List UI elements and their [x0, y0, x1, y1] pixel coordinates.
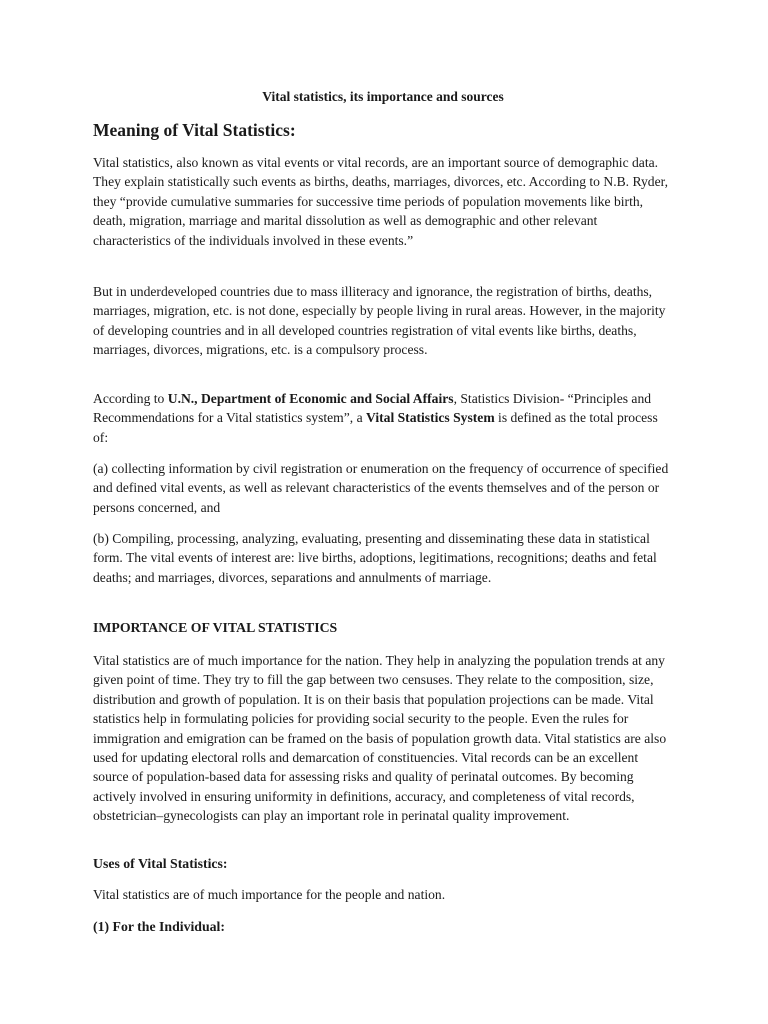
uses-paragraph: Vital statistics are of much importance for the people and nation.	[93, 887, 446, 902]
meaning-paragraph-a: (a) collecting information by civil registration or enumeration on the frequency of occurrence of specified and defined vital events, as well as relevant characteristics of the events themselves and of the person or persons concerned, and	[93, 461, 669, 515]
document-title: Vital statistics, its importance and sources	[262, 89, 504, 104]
paragraph-3-suffix: is defined as the total process of:	[93, 410, 658, 445]
meaning-paragraph-2: But in underdeveloped countries due to mass illiteracy and ignorance, the registration of births, deaths, marriages, migration, etc. is not done, especially by people living in rural areas. However, in the majority of developing countries and in all developed countries registration of vital events like births, deaths, marriages, divorces, migrations, etc. is a compulsory process.	[93, 284, 666, 358]
meaning-heading: Meaning of Vital Statistics:	[93, 120, 296, 140]
importance-paragraph: Vital statistics are of much importance for the nation. They help in analyzing the population trends at any given point of time. They try to fill the gap between two censuses. They relate to the composition, size, distribution and growth of population. It is on their basis that population projections can be made. Vital statistics help in formulating policies for providing social security to the people. Even the rules for immigration and emigration can be framed on the basis of population growth data. Vital statistics are also used for updating electoral rolls and demarcation of constituencies. Vital records can be an excellent source of population-based data for assessing risks and quality of perinatal outcomes. By becoming actively involved in ensuring uniformity in definitions, accuracy, and completeness of vital records, obstetrician–gynecologists can play an important role in perinatal quality improvement.	[93, 653, 667, 824]
meaning-paragraph-3	[93, 389, 673, 447]
meaning-paragraph-b: (b) Compiling, processing, analyzing, evaluating, presenting and disseminating these data in statistical form. The vital events of interest are: live births, adoptions, legitimations, recognitions; deaths and fetal deaths; and marriages, divorces, separations and annulments of marriage.	[93, 531, 657, 585]
paragraph-3-prefix: According to	[93, 391, 168, 406]
meaning-paragraph-1: Vital statistics, also known as vital events or vital records, are an important source of demographic data. They explain statistically such events as births, deaths, marriages, divorces, etc. According to N.B. Ryder, they “provide cumulative summaries for successive time periods of population movements like birth, death, migration, marriage and marital dissolution as well as demographic and other relevant characteristics of the individuals involved in these events.”	[93, 155, 668, 248]
paragraph-3-middle: , Statistics Division- “Principles and Recommendations for a Vital statistics system”, a	[93, 391, 652, 426]
un-dept-bold: U.N., Department of Economic and Social Affairs	[167, 391, 454, 406]
importance-heading: IMPORTANCE OF VITAL STATISTICS	[93, 620, 338, 635]
vital-statistics-system-bold: Vital Statistics System	[366, 410, 495, 426]
uses-heading: Uses of Vital Statistics:	[93, 856, 228, 871]
for-individual-heading: (1) For the Individual:	[93, 919, 225, 934]
